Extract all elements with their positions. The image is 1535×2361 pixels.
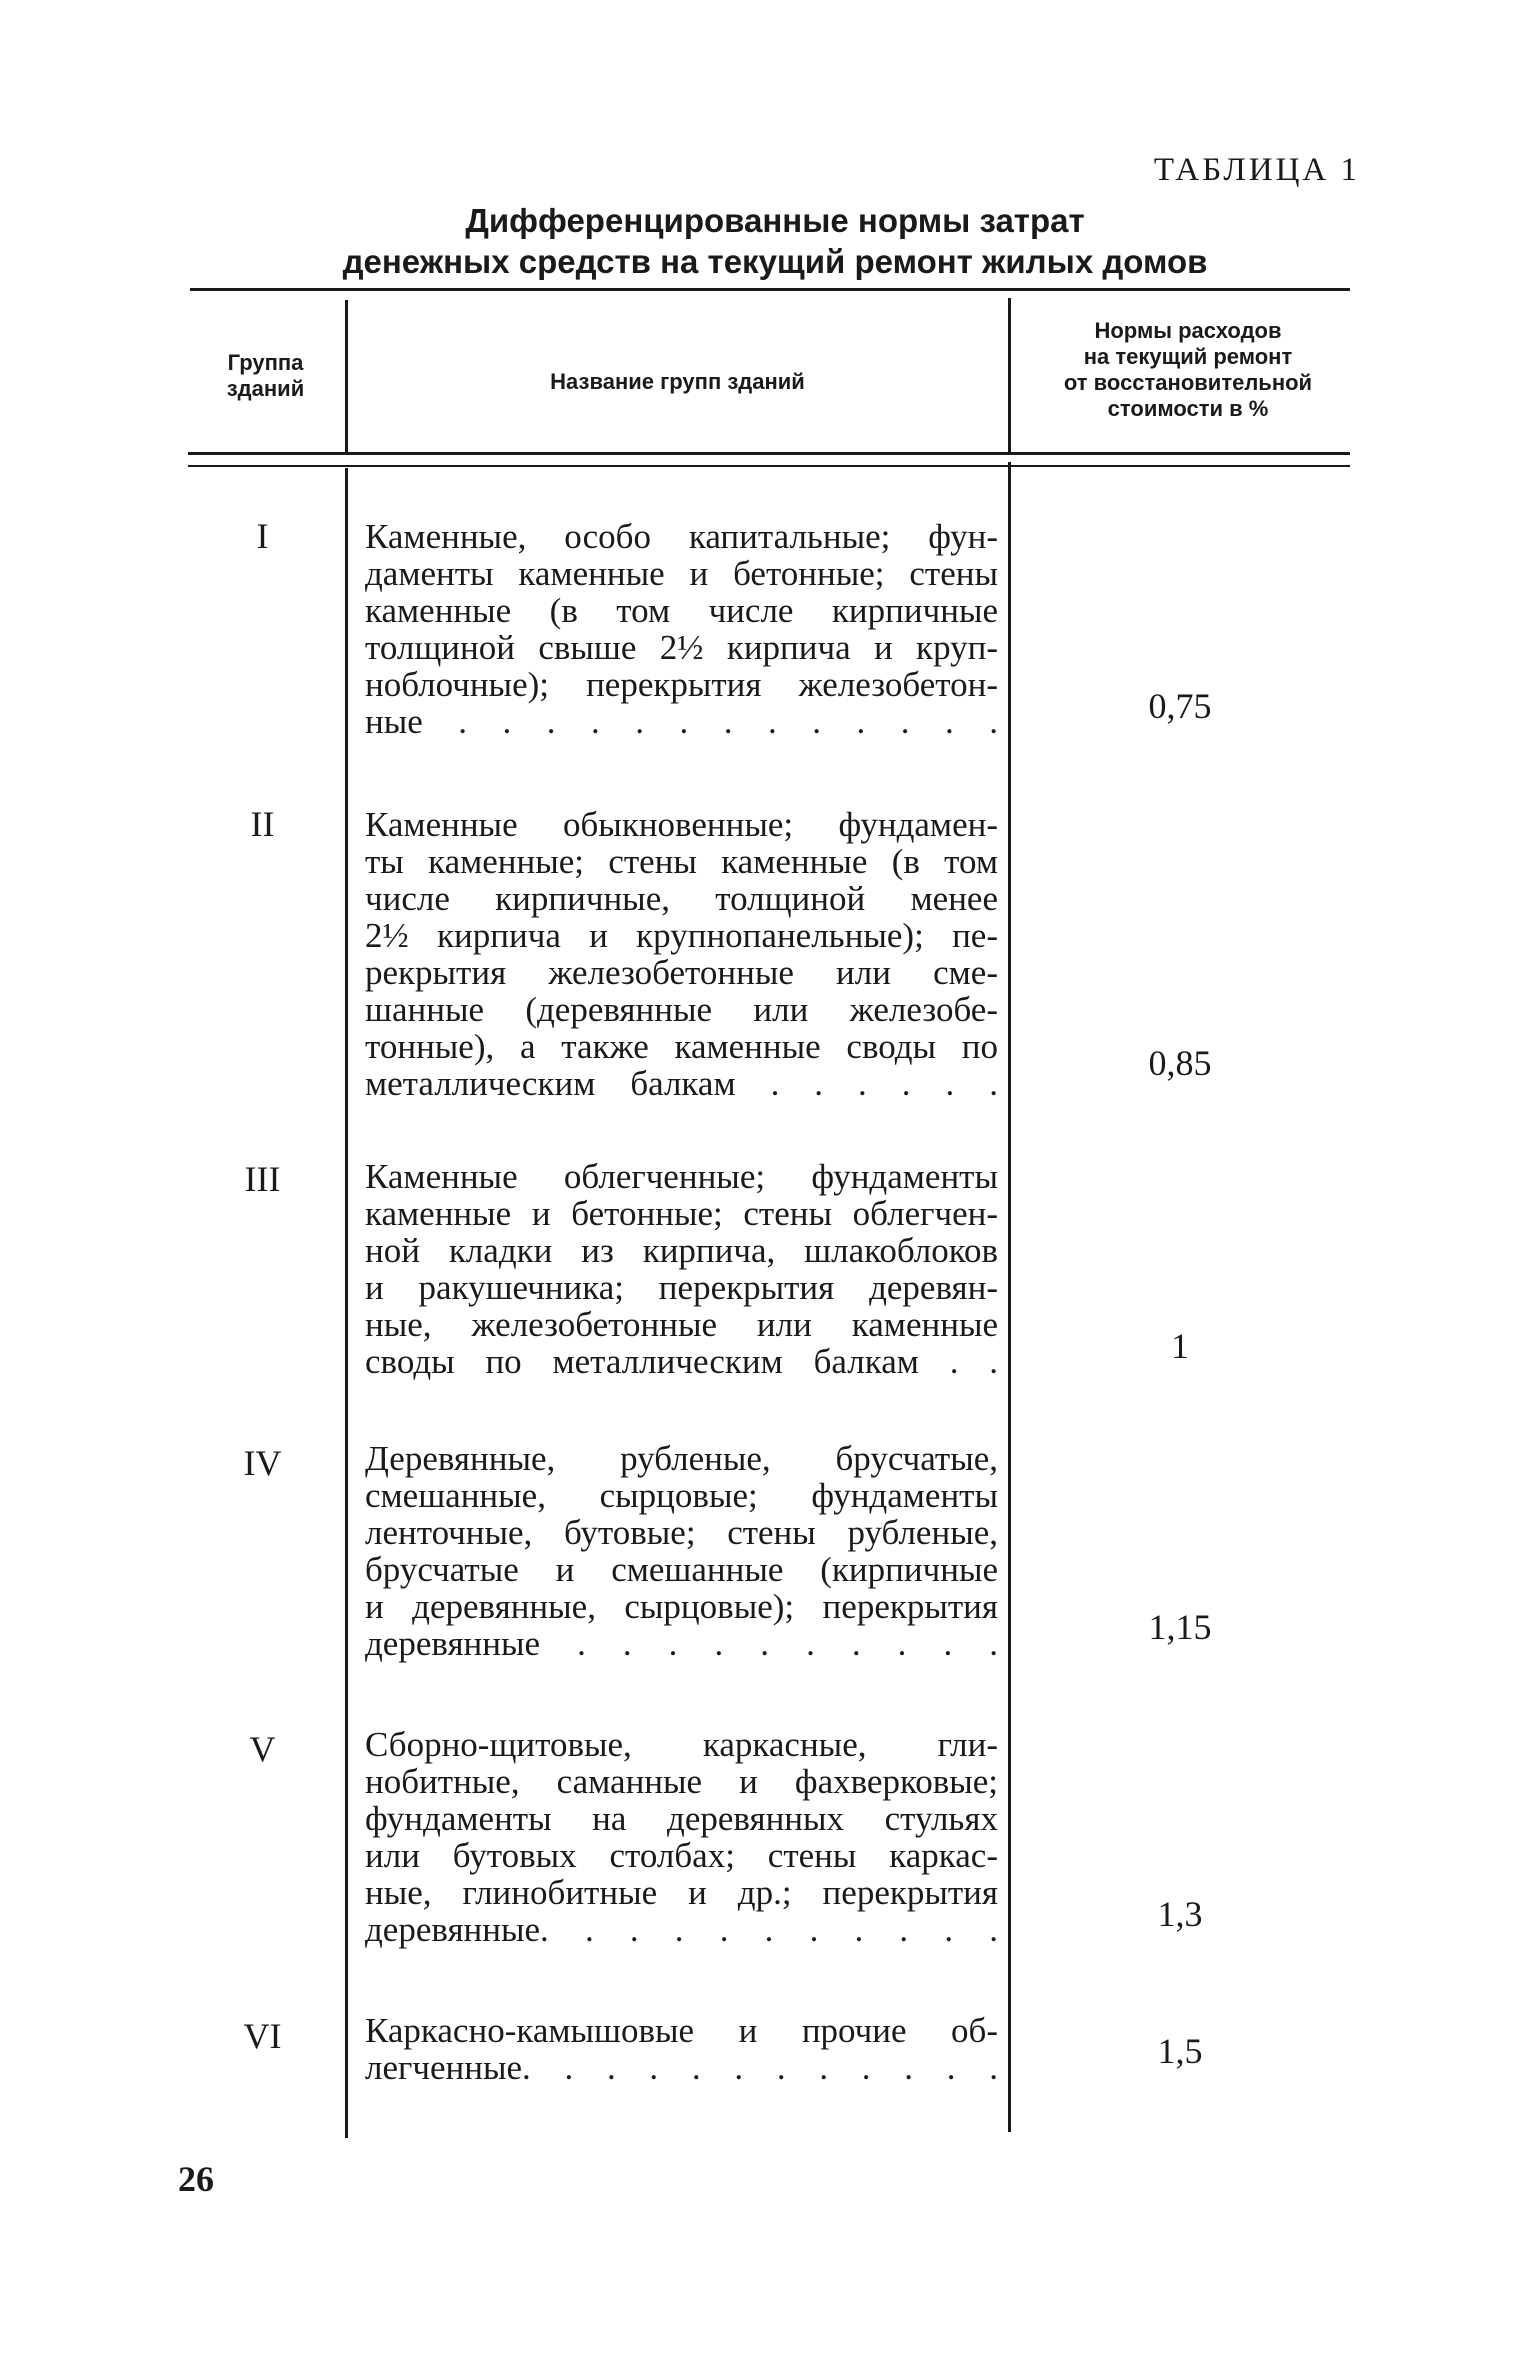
header-norm-line-2: на текущий ремонт	[1083, 344, 1293, 369]
row-5-line-4: или бутовых столбах; стены каркас-	[365, 1836, 998, 1875]
header-bottom-rule	[188, 452, 1350, 455]
row-3-line-6: своды по металлическим балкам . .	[365, 1342, 998, 1381]
row-2-line-2: ты каменные; стены каменные (в том	[365, 842, 998, 881]
header-norm-line-1: Нормы расходов	[1094, 318, 1282, 343]
row-2-norm: 0,85	[1148, 1043, 1212, 1083]
row-2-line-7: тонные), а также каменные своды по	[365, 1027, 998, 1066]
row-6-line-1: Каркасно-камышовые и прочие об-	[365, 2011, 998, 2050]
row-1-line-4: толщиной свыше 2½ кирпича и круп-	[365, 628, 998, 667]
row-3-group: III	[244, 1159, 281, 1199]
row-3-line-2: каменные и бетонные; стены облегчен-	[365, 1194, 998, 1233]
column-divider-left	[345, 468, 348, 2138]
table-top-rule	[190, 288, 1350, 291]
row-1-line-3: каменные (в том числе кирпичные	[365, 591, 998, 630]
row-4-line-3: ленточные, бутовые; стены рубленые,	[365, 1513, 998, 1552]
row-4-group: IV	[243, 1443, 282, 1483]
row-1-line-2: даменты каменные и бетонные; стены	[365, 554, 998, 593]
row-3-line-4: и ракушечника; перекрытия деревян-	[365, 1268, 998, 1307]
row-4-line-5: и деревянные, сырцовые); перекрытия	[365, 1587, 998, 1626]
row-6-norm: 1,5	[1157, 2031, 1203, 2071]
row-5-group: V	[249, 1729, 276, 1769]
row-1-group: I	[256, 516, 269, 556]
table-title-line-1: Дифференцированные нормы затрат	[465, 202, 1085, 239]
row-1-line-1: Каменные, особо капитальные; фун-	[365, 517, 998, 556]
row-5-line-2: нобитные, саманные и фахверковые;	[365, 1762, 998, 1801]
row-3-line-5: ные, железобетонные или каменные	[365, 1305, 998, 1344]
header-divider-left	[345, 300, 348, 455]
row-5-norm: 1,3	[1157, 1894, 1203, 1934]
row-5-line-5: ные, глинобитные и др.; перекрытия	[365, 1873, 998, 1912]
row-3-norm: 1	[1171, 1326, 1189, 1366]
row-6-line-2: легченные. . . . . . . . . . . .	[365, 2048, 998, 2087]
row-4-line-1: Деревянные, рубленые, брусчатые,	[365, 1439, 998, 1478]
row-2-line-1: Каменные обыкновенные; фундамен-	[365, 805, 998, 844]
row-5-line-6: деревянные. . . . . . . . . . .	[365, 1910, 998, 1949]
page-number: 26	[178, 2159, 214, 2199]
row-6-group: VI	[243, 2016, 282, 2056]
row-4-norm: 1,15	[1148, 1607, 1212, 1647]
row-5-line-3: фундаменты на деревянных стульях	[365, 1799, 998, 1838]
row-1-line-5: ноблочные); перекрытия железобетон-	[365, 665, 998, 704]
row-1-line-6: ные . . . . . . . . . . . . .	[365, 702, 998, 741]
header-norm-line-3: от восстановительной	[1063, 370, 1313, 395]
row-3-line-1: Каменные облегченные; фундаменты	[365, 1157, 998, 1196]
row-1-description	[365, 518, 998, 740]
header-name: Название групп зданий	[550, 369, 805, 394]
column-divider-right	[1008, 462, 1011, 2132]
row-2-line-5: рекрытия железобетонные или сме-	[365, 953, 998, 992]
body-top-rule	[188, 465, 1350, 467]
row-4-description	[365, 1440, 998, 1662]
row-2-line-8: металлическим балкам . . . . . .	[365, 1064, 998, 1103]
row-2-group: II	[250, 804, 275, 844]
row-2-description	[365, 806, 998, 1102]
row-5-description	[365, 1726, 998, 1948]
row-2-line-6: шанные (деревянные или железобе-	[365, 990, 998, 1029]
table-title-line-2: денежных средств на текущий ремонт жилых домов	[342, 243, 1208, 280]
row-4-line-4: брусчатые и смешанные (кирпичные	[365, 1550, 998, 1589]
row-2-line-3: числе кирпичные, толщиной менее	[365, 879, 998, 918]
row-6-description	[365, 2012, 998, 2086]
row-3-line-3: ной кладки из кирпича, шлакоблоков	[365, 1231, 998, 1270]
table-title	[300, 200, 1250, 282]
header-group	[188, 350, 343, 402]
row-3-description	[365, 1158, 998, 1380]
row-4-line-2: смешанные, сырцовые; фундаменты	[365, 1476, 998, 1515]
row-1-norm: 0,75	[1148, 686, 1212, 726]
header-norm	[1018, 318, 1358, 422]
header-group-line-1: Группа	[227, 350, 304, 375]
row-5-line-1: Сборно-щитовые, каркасные, гли-	[365, 1725, 998, 1764]
row-4-line-6: деревянные . . . . . . . . . .	[365, 1624, 998, 1663]
header-norm-line-4: стоимости в %	[1107, 396, 1269, 421]
header-divider-right	[1008, 298, 1011, 454]
table-label: ТАБЛИЦА 1	[1153, 152, 1360, 188]
header-group-line-2: зданий	[226, 376, 305, 401]
row-2-line-4: 2½ кирпича и крупнопанельные); пе-	[365, 916, 998, 955]
